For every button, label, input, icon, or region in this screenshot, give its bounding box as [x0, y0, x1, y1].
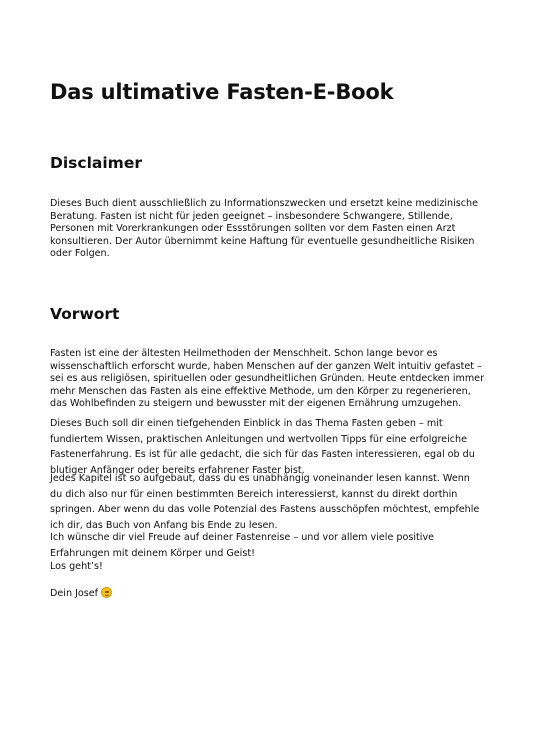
- text-line: Jedes Kapitel ist so aufgebaut, dass du es unabhängig voneinander lesen kannst. Wenn: [50, 473, 470, 484]
- text-line: ich dir, das Buch von Anfang bis Ende zu lesen.: [50, 520, 278, 532]
- text-line: das Wohlbefinden zu steigern und bewusster mit der eigenen Ernährung umzugehen.: [50, 398, 462, 410]
- vorwort-paragraph-3: [50, 471, 490, 534]
- vorwort-paragraph-1: [50, 348, 490, 411]
- text-line: konsultieren. Der Autor übernimmt keine Haftung für eventuelle gesundheitliche Risiken: [50, 235, 475, 247]
- text-line: Ich wünsche dir viel Freude auf deiner Fastenreise – und vor allem viele positive: [50, 532, 435, 543]
- text-line: Fastenerfahrung. Es ist für alle gedacht, die sich für das Fasten interessieren, egal ob du: [50, 449, 475, 461]
- text-line: Erfahrungen mit deinem Körper und Geist!: [50, 547, 255, 559]
- text-line: blutiger Anfänger oder bereits erfahrener Faster bist.: [50, 465, 305, 477]
- disclaimer-heading: Disclaimer: [50, 154, 142, 172]
- signature: [50, 587, 490, 601]
- text-line: springen. Aber wenn du das volle Potenzial des Fastens ausschöpfen möchtest, empfehle: [50, 504, 480, 516]
- smiling-face-icon: [101, 587, 112, 598]
- text-line: Fasten ist eine der ältesten Heilmethoden der Menschheit. Schon lange bevor es: [50, 348, 438, 359]
- vorwort-paragraph-4: [50, 530, 490, 561]
- disclaimer-paragraph: [50, 198, 490, 261]
- text-line: wissenschaftlich erforscht wurde, haben Menschen auf der ganzen Welt intuitiv gefastet –: [50, 360, 482, 372]
- text-line: oder Folgen.: [50, 248, 110, 260]
- document-title: Das ultimative Fasten-E-Book: [50, 80, 394, 104]
- text-line: sei es aus religiösen, spirituellen oder gesundheitlichen Gründen. Heute entdecken immer: [50, 373, 485, 385]
- text-line: fundiertem Wissen, praktischen Anleitungen und wertvollen Tipps für eine erfolgreiche: [50, 433, 468, 445]
- text-line: du dich also nur für einen bestimmten Bereich interessierst, kannst du direkt dorthin: [50, 488, 458, 500]
- signature-line: [50, 587, 490, 601]
- vorwort-heading: Vorwort: [50, 305, 120, 323]
- text-line: mehr Menschen das Fasten als eine effektive Methode, um den Körper zu regenerieren,: [50, 385, 471, 397]
- text-line: Los geht’s!: [50, 561, 103, 572]
- text-line: Personen mit Vorerkrankungen oder Essstörungen sollten vor dem Fasten einen Arzt: [50, 223, 456, 235]
- vorwort-closing: [50, 561, 490, 574]
- signature-text: Dein Josef: [50, 588, 99, 599]
- vorwort-paragraph-2: [50, 416, 490, 479]
- text-line: Dieses Buch soll dir einen tiefgehenden Einblick in das Thema Fasten geben – mit: [50, 418, 443, 429]
- text-line: Beratung. Fasten ist nicht für jeden geeignet – insbesondere Schwangere, Stillende,: [50, 210, 453, 222]
- text-line: Dieses Buch dient ausschließlich zu Informationszwecken und ersetzt keine medizinische: [50, 198, 479, 209]
